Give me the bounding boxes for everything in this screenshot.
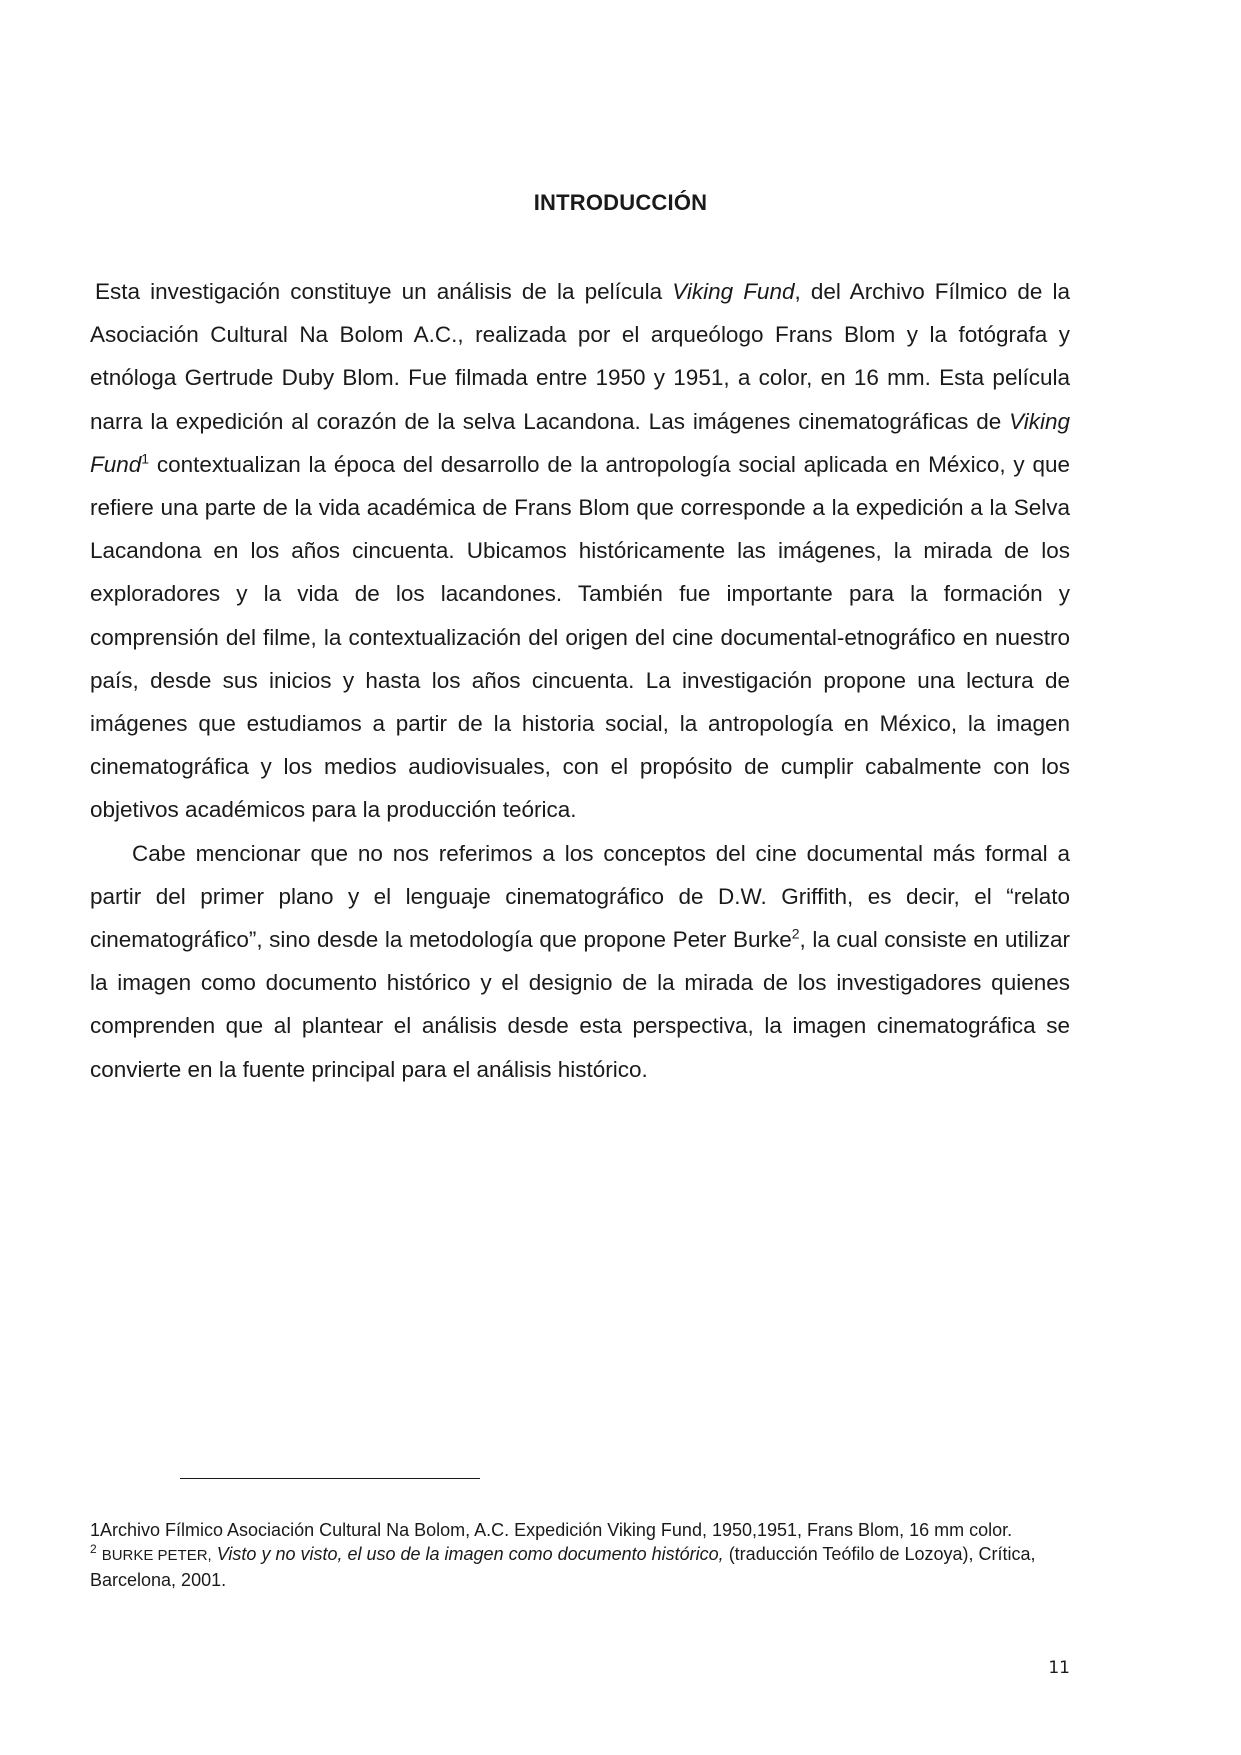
body-text (90, 270, 1070, 1091)
footnote-1-text: Archivo Fílmico Asociación Cultural Na Bolom, A.C. Expedición Viking Fund, 1950,1951, Frans Blom, 16 mm color. (100, 1520, 1013, 1540)
footnote-2-rest: (traducción Teófilo de Lozoya), Crítica, Barcelona, 2001. (90, 1544, 1036, 1590)
paragraph-1-text-a: Esta investigación constituye un análisis de la película (95, 279, 673, 304)
paragraph-1 (90, 270, 1070, 832)
paragraph-2-text-a: Cabe mencionar que no nos referimos a los conceptos del cine documental más formal a partir del primer plano y el lenguaje cinematográfico de D.W. Griffith, es decir, el “relato cinematográfico”, sino desde la metodología que propone Peter Burke (90, 840, 1070, 953)
paragraph-2 (90, 832, 1070, 1091)
section-heading: INTRODUCCIÓN (533, 190, 708, 215)
film-title-2: Viking Fund (90, 408, 1070, 477)
paragraph-2-text-b: , la cual consiste en utilizar la imagen como documento histórico y el designio de la mirada de los investigadores quienes comprenden que al plantear el análisis desde esta perspectiva, la imagen cinematográfica se convierte en la fuente principal para el análisis histórico. (90, 927, 1070, 1082)
footnote-separator (180, 1478, 480, 1479)
footnote-ref-2: 2 (791, 925, 800, 942)
footnote-2-title: Visto y no visto, el uso de la imagen como documento histórico, (216, 1544, 724, 1564)
paragraph-1-text-b: , del Archivo Fílmico de la Asociación Cultural Na Bolom A.C., realizada por el arqueólogo Frans Blom y la fotógrafa y etnóloga Gertrude Duby Blom. Fue filmada entre 1950 y 1951, a color, en 16 mm. Esta película narra la expedición al corazón de la selva Lacandona. Las imágenes cinematográficas de (90, 279, 1070, 434)
footnote-1 (90, 1518, 1070, 1542)
footnotes (90, 1518, 1070, 1592)
footnote-2-marker: 2 (90, 1542, 97, 1556)
footnote-2 (90, 1542, 1070, 1592)
paragraph-1-text-c: contextualizan la época del desarrollo de la antropología social aplicada en México, y que refiere una parte de la vida académica de Frans Blom que corresponde a la expedición a la Selva Lacandona en los años cincuenta. Ubicamos históricamente las imágenes, la mirada de los exploradores y la vida de los lacandones. También fue importante para la formación y comprensión del filme, la contextualización del origen del cine documental-etnográfico en nuestro país, desde sus inicios y hasta los años cincuenta. La investigación propone una lectura de imágenes que estudiamos a partir de la historia social, la antropología en México, la imagen cinematográfica y los medios audiovisuales, con el propósito de cumplir cabalmente con los objetivos académicos para la producción teórica. (90, 451, 1070, 823)
footnote-1-marker: 1 (90, 1520, 101, 1540)
footnote-ref-1: 1 (141, 450, 150, 467)
film-title-1: Viking Fund (672, 279, 795, 304)
footnote-2-author: BURKE PETER, (101, 1547, 212, 1564)
page-number: 11 (1048, 1658, 1070, 1678)
